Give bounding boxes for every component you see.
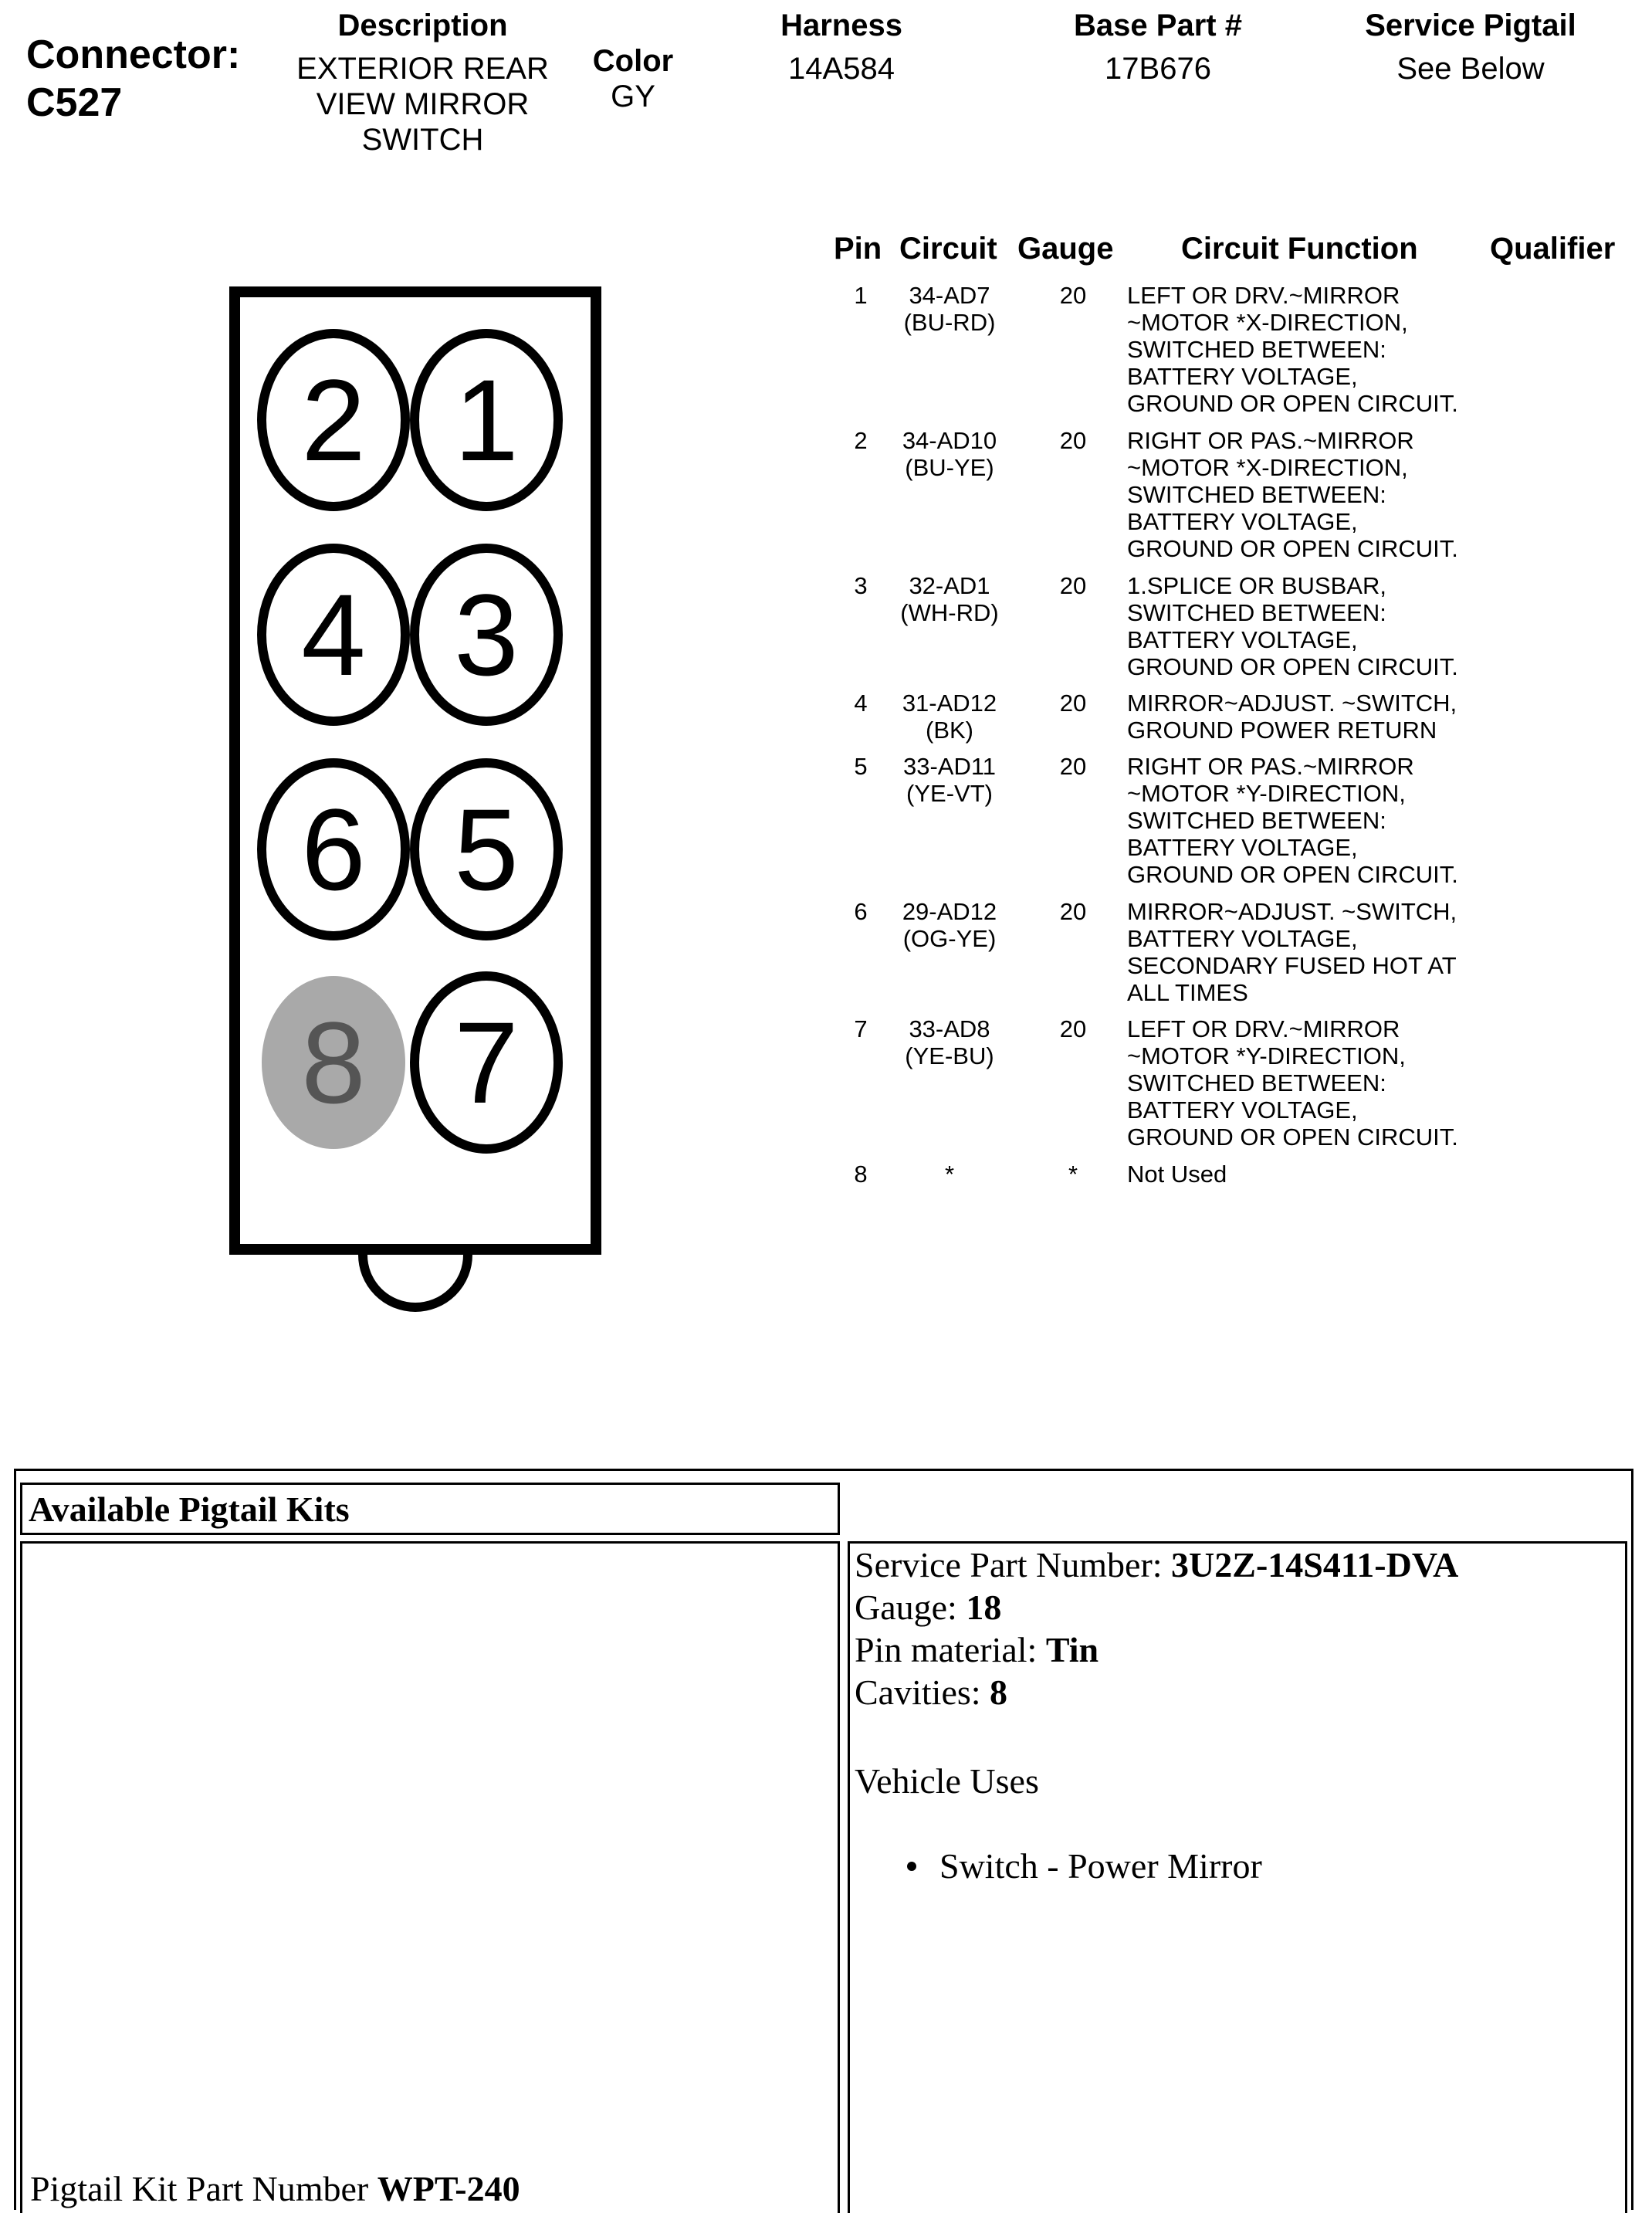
pin-number: 1 — [454, 355, 519, 485]
cavities-value: 8 — [990, 1672, 1008, 1712]
pin-cavity-4 — [262, 548, 405, 721]
service-part-number: 3U2Z-14S411-DVA — [1171, 1545, 1459, 1584]
circuit-color: (BU-RD) — [903, 309, 996, 336]
base-part-column — [1034, 8, 1281, 86]
circuit-color: (YE-BU) — [905, 1042, 994, 1069]
circuit-cell — [892, 898, 1007, 952]
pigtail-kits-title: Available Pigtail Kits — [20, 1483, 840, 1535]
gauge-label: Gauge: — [855, 1588, 957, 1627]
gauge-value: 18 — [966, 1588, 1002, 1627]
function-cell: MIRROR~ADJUST. ~SWITCH, GROUND POWER RETURN — [1127, 690, 1457, 744]
pigtail-specs — [855, 1544, 1458, 1713]
gauge-cell: * — [1068, 1161, 1078, 1188]
circuit-id: 33-AD8 — [909, 1015, 990, 1042]
color-label: Color — [592, 44, 674, 78]
circuit-id: * — [944, 1161, 955, 1188]
service-part-label: Service Part Number: — [855, 1545, 1163, 1584]
pin-cavity-5 — [415, 763, 558, 936]
pin-number: 3 — [454, 570, 519, 700]
gauge-line — [855, 1586, 1458, 1628]
description-label: Description — [337, 8, 508, 42]
pin-number: 7 — [454, 998, 519, 1127]
gauge-header: Gauge — [1017, 232, 1114, 266]
circuit-color: (YE-VT) — [906, 780, 993, 807]
vehicle-uses-title: Vehicle Uses — [855, 1761, 1039, 1801]
function-cell: RIGHT OR PAS.~MIRROR ~MOTOR *Y-DIRECTION, SWITCHED BETWEEN: BATTERY VOLTAGE, GROUND OR OPEN CIRCUIT. — [1127, 753, 1458, 888]
harness-column — [741, 8, 942, 86]
pin-cavity-1 — [415, 334, 558, 507]
circuit-cell — [892, 282, 1007, 336]
pigtail-kit-right-panel — [848, 1541, 1627, 2213]
pigtail-kit-part-number: WPT-240 — [377, 2169, 520, 2208]
pin-material-value: Tin — [1045, 1630, 1099, 1669]
circuit-id: 34-AD7 — [909, 282, 990, 309]
gauge-cell: 20 — [1059, 898, 1087, 925]
pin-number-cell: 6 — [854, 898, 868, 925]
harness-label: Harness — [780, 8, 902, 42]
vehicle-uses-list — [907, 1845, 1262, 1887]
circuit-color: (BK) — [926, 717, 973, 744]
circuit-cell — [892, 572, 1007, 626]
circuit-cell — [892, 690, 1007, 744]
pin-number-cell: 7 — [854, 1015, 868, 1042]
pin-cavity-6 — [262, 763, 405, 936]
function-cell: RIGHT OR PAS.~MIRROR ~MOTOR *X-DIRECTION, SWITCHED BETWEEN: BATTERY VOLTAGE, GROUND OR OPEN CIRCUIT. — [1127, 427, 1458, 562]
circuit-color: (OG-YE) — [902, 925, 997, 952]
bullet-icon — [907, 1862, 916, 1871]
service-pigtail-value: See Below — [1396, 52, 1545, 86]
connector-title — [26, 31, 240, 127]
circuit-id: 29-AD12 — [902, 898, 997, 925]
gauge-cell: 20 — [1059, 572, 1087, 599]
pin-number-cell: 4 — [854, 690, 868, 717]
circuit-id: 34-AD10 — [902, 427, 997, 454]
pigtail-kit-part-label: Pigtail Kit Part Number — [30, 2169, 369, 2208]
circuit-id: 32-AD1 — [909, 572, 990, 599]
pin-number: 5 — [454, 785, 519, 914]
pin-number-cell: 5 — [854, 753, 868, 780]
circuit-id: 33-AD11 — [902, 753, 997, 780]
function-header: Circuit Function — [1181, 232, 1418, 266]
gauge-cell: 20 — [1059, 282, 1087, 309]
base-part-label: Base Part # — [1074, 8, 1242, 42]
gauge-cell: 20 — [1059, 1015, 1087, 1042]
harness-value: 14A584 — [788, 52, 895, 86]
pin-number: 8 — [301, 998, 366, 1127]
pin-number-cell: 1 — [854, 282, 868, 309]
pin-material-line — [855, 1628, 1458, 1671]
pigtail-kit-left-panel — [20, 1541, 840, 2213]
pin-header: Pin — [834, 232, 882, 266]
circuit-cell — [892, 1015, 1007, 1069]
cavities-label: Cavities: — [855, 1672, 981, 1712]
pin-number-cell: 2 — [854, 427, 868, 454]
description-value: EXTERIOR REAR VIEW MIRROR SWITCH — [296, 52, 549, 157]
pin-number: 2 — [301, 355, 366, 485]
base-part-value: 17B676 — [1105, 52, 1211, 86]
function-cell: MIRROR~ADJUST. ~SWITCH, BATTERY VOLTAGE, SECONDARY FUSED HOT AT ALL TIMES — [1127, 898, 1457, 1006]
cavities-line — [855, 1671, 1458, 1713]
pin-number: 4 — [301, 570, 366, 700]
color-column — [567, 43, 699, 114]
connector-latch — [363, 1255, 468, 1307]
circuit-color: (BU-YE) — [905, 454, 994, 481]
circuit-cell — [892, 753, 1007, 807]
function-cell: Not Used — [1127, 1161, 1227, 1188]
color-value: GY — [611, 80, 655, 114]
vehicle-use-label: Switch - Power Mirror — [939, 1846, 1262, 1886]
description-column — [282, 8, 564, 158]
pigtail-kit-part — [30, 2168, 520, 2210]
qualifier-header: Qualifier — [1490, 232, 1616, 266]
pin-number-cell: 8 — [854, 1161, 868, 1188]
pin-cavity-2 — [262, 334, 405, 507]
connector-face-diagram — [224, 278, 610, 1320]
connector-label: Connector: — [26, 32, 241, 77]
circuit-cell — [892, 427, 1007, 481]
pin-number-cell: 3 — [854, 572, 868, 599]
function-cell: 1.SPLICE OR BUSBAR, SWITCHED BETWEEN: BATTERY VOLTAGE, GROUND OR OPEN CIRCUIT. — [1127, 572, 1458, 680]
vehicle-use-item — [907, 1845, 1262, 1887]
circuit-id: 31-AD12 — [902, 690, 997, 717]
function-cell: LEFT OR DRV.~MIRROR ~MOTOR *X-DIRECTION, SWITCHED BETWEEN: BATTERY VOLTAGE, GROUND OR OPEN CIRCUIT. — [1127, 282, 1458, 417]
connector-id: C527 — [26, 80, 123, 125]
service-pigtail-column — [1335, 8, 1606, 86]
gauge-cell: 20 — [1059, 427, 1087, 454]
function-cell: LEFT OR DRV.~MIRROR ~MOTOR *Y-DIRECTION, SWITCHED BETWEEN: BATTERY VOLTAGE, GROUND OR OPEN CIRCUIT. — [1127, 1015, 1458, 1151]
pin-cavity-8 — [262, 976, 405, 1149]
gauge-cell: 20 — [1059, 753, 1087, 780]
circuit-color: (WH-RD) — [900, 599, 999, 626]
gauge-cell: 20 — [1059, 690, 1087, 717]
service-pigtail-label: Service Pigtail — [1365, 8, 1576, 42]
circuit-header: Circuit — [899, 232, 997, 266]
pin-material-label: Pin material: — [855, 1630, 1038, 1669]
circuit-cell — [892, 1161, 1007, 1188]
service-part-line — [855, 1544, 1458, 1586]
pin-cavity-3 — [415, 548, 558, 721]
pin-number: 6 — [301, 785, 366, 914]
pin-cavity-7 — [415, 976, 558, 1149]
